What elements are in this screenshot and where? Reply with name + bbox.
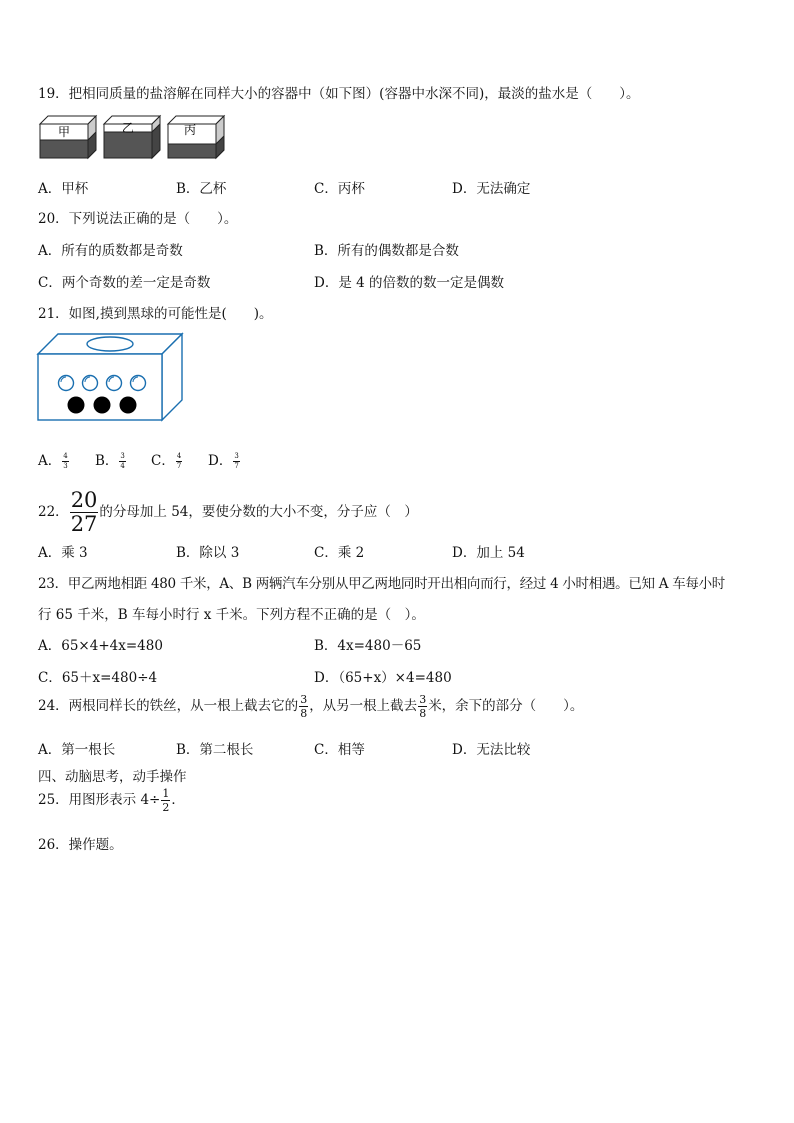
q20-option-a: A．所有的质数都是奇数 — [38, 243, 183, 259]
q20-option-b: B．所有的偶数都是合数 — [314, 243, 459, 259]
q23-option-b: B．4x=480－65 — [314, 638, 422, 654]
cup-label-yi: 乙 — [121, 121, 135, 135]
cup-label-bing: 丙 — [183, 123, 197, 137]
salt-water-cups-figure — [38, 114, 228, 166]
black-ball — [68, 397, 85, 414]
q22-option-c: C．乘 2 — [314, 545, 365, 561]
q23-option-a: A．65×4+4x=480 — [38, 638, 163, 654]
black-balls — [68, 397, 137, 414]
question-23-text-line1: 23．甲乙两地相距 480 千米，A、B 两辆汽车分别从甲乙两地同时开出相向而行，经过 4 小时相遇。已知 A 车每小时 — [38, 576, 725, 592]
cup-jia — [40, 116, 96, 158]
white-ball — [83, 376, 98, 391]
q21-option-a: A． $\frac{4}{3}$ — [38, 452, 68, 470]
section-4-heading: 四、动脑思考，动手操作 — [38, 769, 187, 785]
question-20-text: 20．下列说法正确的是（ ）。 — [38, 211, 238, 227]
q23-option-d: D．（65+x）×4=480 — [314, 670, 452, 686]
question-26-text: 26．操作题。 — [38, 837, 123, 853]
ball-box-figure — [36, 332, 186, 424]
white-ball — [59, 376, 74, 391]
black-ball — [94, 397, 111, 414]
question-19-text: 19．把相同质量的盐溶解在同样大小的容器中（如下图）(容器中水深不同)，最淡的盐水是（ ）。 — [38, 86, 640, 102]
cup-yi — [104, 116, 160, 158]
q22-option-b: B．除以 3 — [176, 545, 240, 561]
question-24-text: 24．两根同样长的铁丝，从一根上截去它的 $\frac{3}{8}$ ，从另一根上截去 $\frac{3}{8}$ 米，余下的部分（ ）。 — [38, 693, 584, 720]
q24-option-c: C．相等 — [314, 742, 365, 758]
white-ball — [107, 376, 122, 391]
question-21-text: 21．如图,摸到黑球的可能性是( )。 — [38, 306, 273, 322]
black-ball — [120, 397, 137, 414]
white-ball — [131, 376, 146, 391]
q20-option-c: C．两个奇数的差一定是奇数 — [38, 275, 211, 291]
q23-option-c: C．65＋x=480÷4 — [38, 670, 158, 686]
question-25-text: 25．用图形表示 4÷ $\frac{1}{2}$ ． — [38, 787, 185, 814]
q19-option-a: A．甲杯 — [38, 181, 89, 197]
q22-option-d: D．加上 54 — [452, 545, 525, 561]
q24-option-d: D．无法比较 — [452, 742, 531, 758]
question-23-text-line2: 行 65 千米，B 车每小时行 x 千米。下列方程不正确的是（ ）。 — [38, 607, 425, 623]
q19-option-d: D．无法确定 — [452, 181, 531, 197]
cup-bing — [168, 116, 224, 158]
q21-option-b: B． $\frac{3}{4}$ — [95, 452, 125, 470]
q22-option-a: A．乘 3 — [38, 545, 88, 561]
q20-option-d: D．是 4 的倍数的数一定是偶数 — [314, 275, 504, 291]
q19-option-c: C．丙杯 — [314, 181, 365, 197]
q24-option-a: A．第一根长 — [38, 742, 116, 758]
q21-option-d: D． $\frac{3}{7}$ — [208, 452, 239, 470]
q19-option-b: B．乙杯 — [176, 181, 227, 197]
cup-label-jia: 甲 — [57, 125, 71, 139]
q24-option-b: B．第二根长 — [176, 742, 254, 758]
q21-option-c: C． $\frac{4}{7}$ — [151, 452, 182, 470]
fraction-20-27: $\frac{20}{27}$ — [70, 488, 98, 536]
question-22-text: 22． $\frac{20}{27}$ 的分母加上 54，要使分数的大小不变，分子应（ ） — [38, 488, 418, 536]
